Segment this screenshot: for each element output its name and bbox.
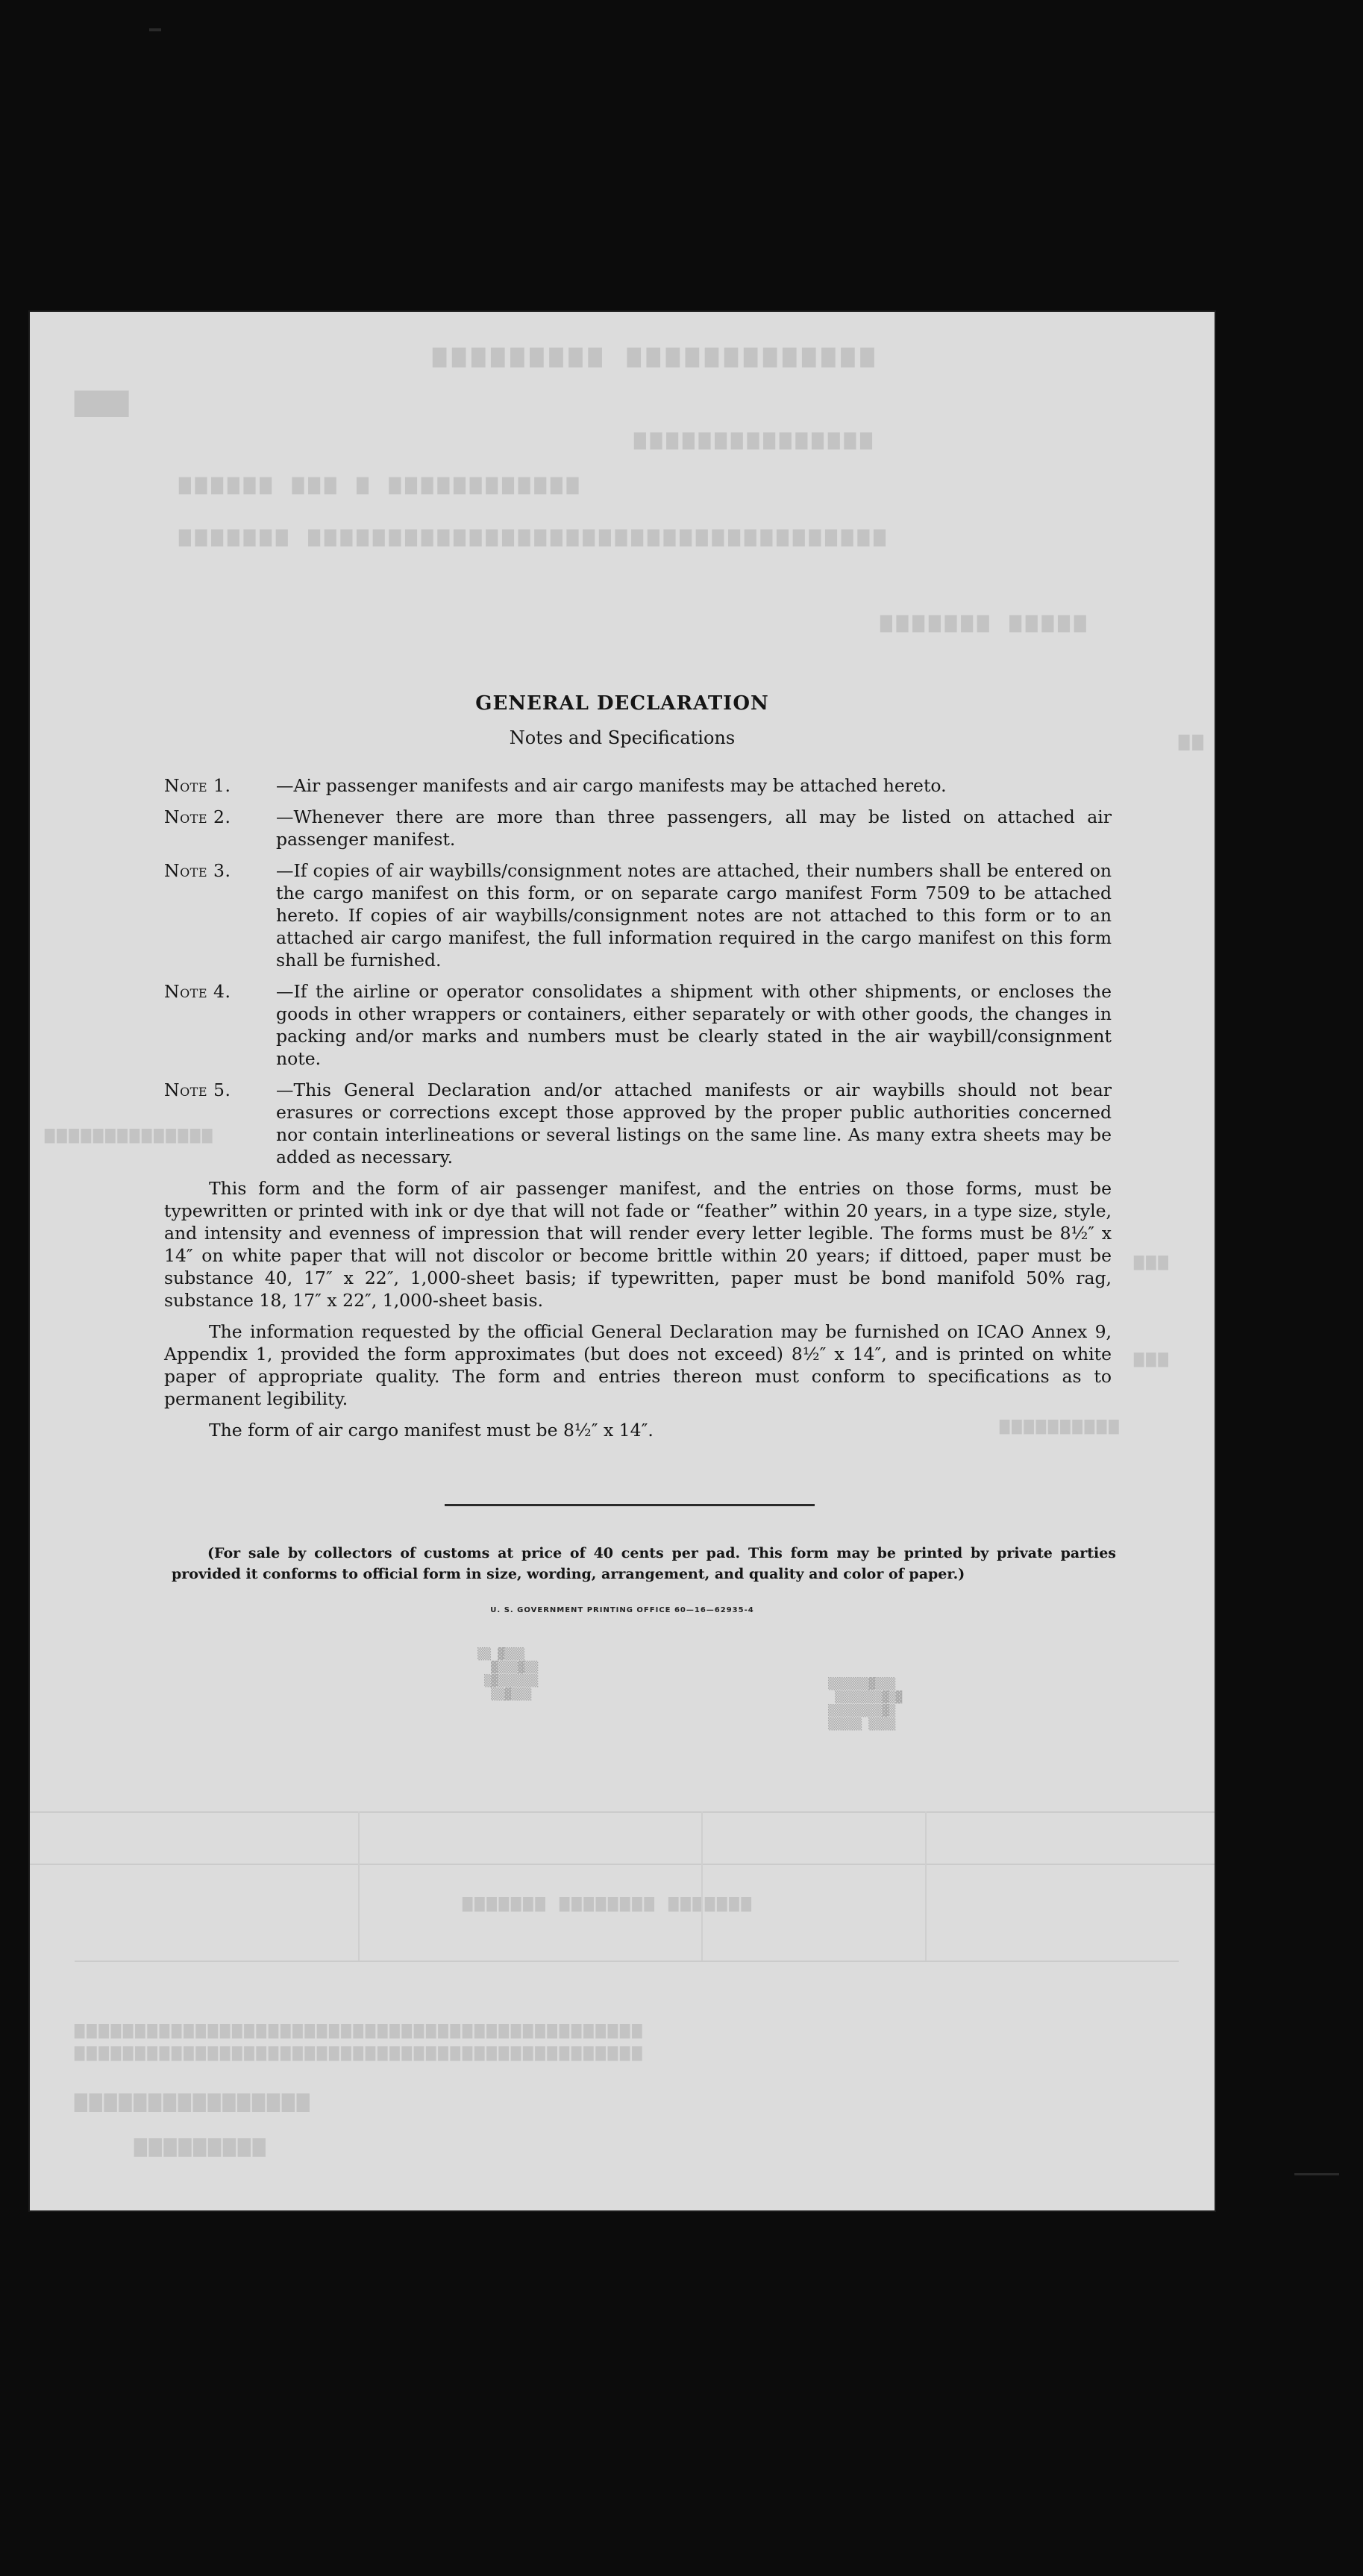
bleed-through: ▆▆▆▆▆▆ ▆▆▆ ▆ ▆▆▆▆▆▆▆▆▆▆▆▆: [179, 472, 583, 495]
note-5: [164, 1079, 1112, 1168]
note-text: —If copies of air waybills/consignment notes are attached, their numbers shall be entered on the cargo manifest on this form, or on separate cargo manifest Form 7509 to be attached hereto. If copies of air waybills/consignment notes are not attached to this form or to an attached air cargo manifest, the full information required in the cargo manifest on this form shall be furnished.: [276, 860, 1112, 971]
note-text: —Air passenger manifests and air cargo manifests may be attached hereto.: [276, 775, 947, 796]
bleed-through: ▆▆▆▆▆▆▆▆▆▆: [1000, 1416, 1121, 1435]
document-page: [30, 312, 1215, 2210]
bleed-through: ▆▆▆▆▆▆▆▆▆▆▆▆▆▆▆▆: [75, 2087, 312, 2112]
bleed-through: ▆▆: [1179, 730, 1206, 750]
form-spec-paragraph: This form and the form of air passenger manifest, and the entries on those forms, must be typewritten or printed with ink or dye that will not fade or “feather” within 20 years, in a type size, style, and intensity and evenness of impression that will render every letter legible. The forms must be 8½″ x 14″ on white paper that will not discolor or become brittle within 20 years; if dittoed, paper must be substance 40, 17″ x 22″, 1,000-sheet basis; if typewritten, paper must be bond manifold 50% rag, substance 18, 17″ x 22″, 1,000-sheet basis.: [164, 1178, 1112, 1311]
bleed-through: ▆▆▆▆▆▆▆▆▆▆▆▆▆▆▆▆▆▆▆▆▆▆▆▆▆▆▆▆▆▆▆▆▆▆▆▆▆▆▆▆▆▆▆▆▆▆▆: [75, 2043, 645, 2061]
bleed-through-rule: [925, 1811, 927, 1961]
bleed-through-rule: [30, 1811, 1215, 1813]
note-label: Note 3.: [164, 860, 231, 881]
note-label: Note 1.: [164, 775, 231, 796]
bleed-through: ▆▆▆▆▆▆▆▆▆▆▆▆▆▆▆▆▆▆▆▆▆▆▆▆▆▆▆▆▆▆▆▆▆▆▆▆▆▆▆▆▆▆▆▆▆▆▆: [75, 2020, 645, 2039]
bleed-through: ▆▆▆▆▆▆▆▆▆▆▆▆▆▆▆: [634, 427, 877, 450]
bleed-through: ▆▆▆▆▆▆▆▆▆: [134, 2132, 268, 2157]
notes-section: [164, 774, 1112, 1450]
scan-speck: [1294, 2173, 1339, 2175]
bleed-through-rule: [30, 1864, 1215, 1865]
bleed-through: ▆▆▆▆▆▆▆ ▆▆▆▆▆: [880, 610, 1091, 633]
bleed-through: ▆▆▆▆▆▆▆▆▆▆▆▆▆▆: [45, 1125, 215, 1144]
cargo-manifest-paragraph: The form of air cargo manifest must be 8½″ x 14″.: [209, 1420, 654, 1441]
note-2: [164, 806, 1112, 850]
bleed-through-rule: [75, 1961, 1179, 1962]
stamp-impression: ▒▒ ▓▒▒▒ ▓▒▒▒▓▒▒ ▒▓▒▒▒▒▒▒ ▒▒▓▒▒▒: [477, 1647, 539, 1701]
icao-paragraph: The information requested by the official General Declaration may be furnished on ICAO Annex 9, Appendix 1, provided the form approximates (but does not exceed) 8½″ x 14″, and is printed on white paper of appropriate quality. The form and entries thereon must conform to specifications as to permanent legibility.: [164, 1321, 1112, 1409]
separator-rule: [445, 1504, 815, 1506]
scan-speck: [149, 28, 161, 31]
note-label: Note 2.: [164, 806, 231, 827]
note-4: [164, 980, 1112, 1070]
document-subtitle: Notes and Specifications: [509, 727, 736, 748]
bleed-through-rule: [358, 1811, 360, 1961]
note-1: [164, 774, 1112, 797]
bleed-through: ▆▆▆▆▆▆▆ ▆▆▆▆▆▆▆▆ ▆▆▆▆▆▆▆: [463, 1893, 753, 1912]
note-text: —Whenever there are more than three passengers, all may be listed on attached air passenger manifest.: [276, 806, 1112, 850]
bleed-through: ▆▆▆: [75, 383, 129, 417]
document-title: GENERAL DECLARATION: [475, 692, 769, 715]
bleed-through: ▆▆▆: [1134, 1252, 1171, 1270]
bleed-through: ▆▆▆: [1134, 1349, 1171, 1367]
note-text: —This General Declaration and/or attached manifests or air waybills should not bear erasures or corrections except those approved by the proper public authorities concerned nor contain interlineations or several listings on the same line. As many extra sheets may be added as necessary.: [276, 1079, 1112, 1168]
note-label: Note 5.: [164, 1079, 231, 1100]
stamp-impression: ▒▒▒▒▒▒▓▒▒▒ ▒▒▒▒▒▒▒▓▒▓ ▒▒▒▒▒▒▒▒▓▒ ▒▒▒▒▒ ▒▒▒▒: [828, 1677, 903, 1731]
bleed-through-rule: [701, 1811, 703, 1961]
note-label: Note 4.: [164, 981, 231, 1002]
printer-imprint: U. S. GOVERNMENT PRINTING OFFICE 60—16—62935-4: [490, 1606, 754, 1614]
bleed-through: ▆▆▆▆▆▆▆▆▆ ▆▆▆▆▆▆▆▆▆▆▆▆▆: [433, 342, 880, 368]
bleed-through: ▆▆▆▆▆▆▆ ▆▆▆▆▆▆▆▆▆▆▆▆▆▆▆▆▆▆▆▆▆▆▆▆▆▆▆▆▆▆▆▆▆▆▆▆: [179, 524, 890, 547]
note-3: [164, 859, 1112, 971]
sale-note: (For sale by collectors of customs at price of 40 cents per pad. This form may be printed by private parties provided it conforms to official form in size, wording, arrangement, and quality and color of paper.): [172, 1545, 1116, 1582]
note-text: —If the airline or operator consolidates a shipment with other shipments, or encloses the goods in other wrappers or containers, either separately or with other goods, the changes in packing and/or marks and numbers must be clearly stated in the air waybill/consignment note.: [276, 981, 1112, 1069]
